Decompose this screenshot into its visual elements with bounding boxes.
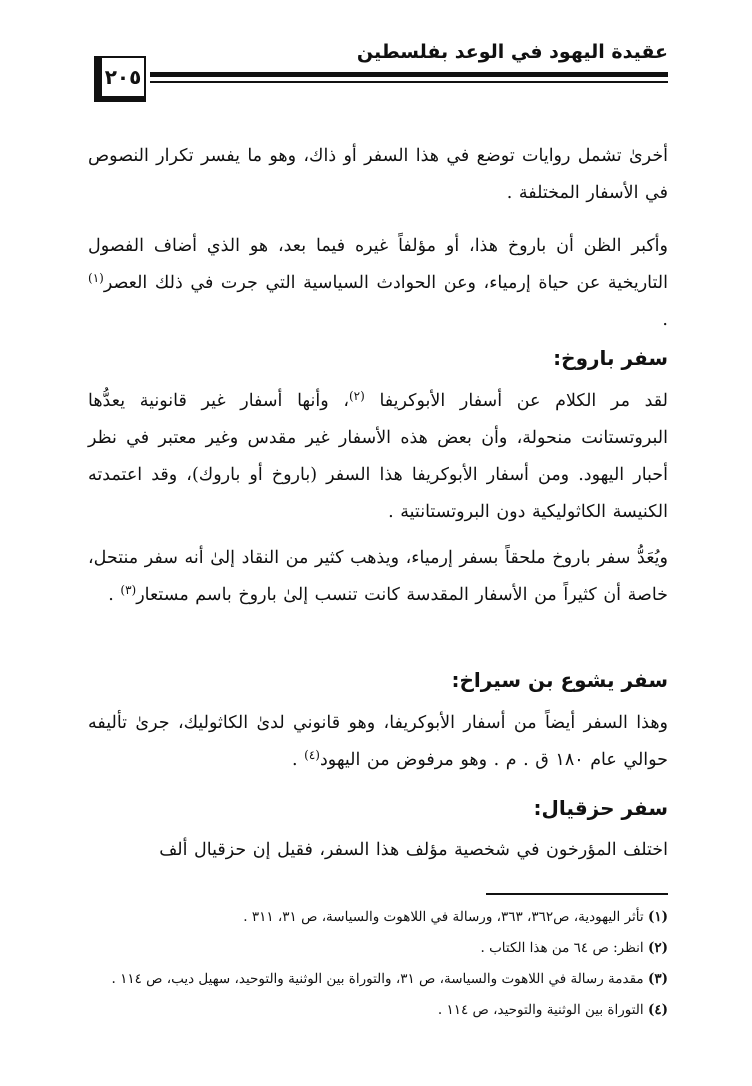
footnote-number: (٣)	[647, 971, 668, 987]
heading-baruch: سفر باروخ:	[553, 346, 668, 370]
footnote-4	[88, 997, 668, 1023]
footnote-number: (٢)	[647, 940, 668, 956]
page-number-box	[94, 56, 146, 102]
footnote-ref-3: (٣)	[120, 583, 137, 597]
footnote-text: تأثر اليهودية، ص٣٦٢، ٣٦٣، ورسالة في اللاهوت والسياسة، ص ٣١، ٣١١ .	[243, 909, 648, 925]
footnote-2	[88, 935, 668, 961]
footnote-number: (٤)	[647, 1002, 668, 1018]
footnote-ref-2: (٢)	[348, 389, 365, 403]
paragraph-4-text: ويُعَدُّ سفر باروخ ملحقاً بسفر إرمياء، ويذهب كثير من النقاد إلىٰ أنه سفر منتحل، خاصة أن كثيراً من الأسفار المقدسة كانت تنسب إلىٰ باروخ باسم مستعار	[88, 548, 668, 605]
footnote-text: انظر: ص ٦٤ من هذا الكتاب .	[480, 940, 648, 956]
paragraph-5	[88, 705, 668, 779]
paragraph-3	[88, 383, 668, 531]
paragraph-2-end: .	[662, 310, 668, 330]
running-title: عقيدة اليهود في الوعد بفلسطين	[356, 41, 668, 63]
footnote-3	[88, 966, 668, 992]
footnote-text: التوراة بين الوثنية والتوحيد، ص ١١٤ .	[437, 1002, 648, 1018]
footnote-1	[88, 904, 668, 930]
paragraph-6: اختلف المؤرخون في شخصية مؤلف هذا السفر، فقيل إن حزقيال ألف	[159, 840, 668, 860]
footnote-ref-4: (٤)	[304, 748, 320, 762]
paragraph-3-start: لقد مر الكلام عن أسفار الأبوكريفا	[364, 391, 668, 411]
paragraph-5-text: وهذا السفر أيضاً من أسفار الأبوكريفا، وهو قانوني لدىٰ الكاثوليك، جرىٰ تأليفه حوالي عام ١٨٠ ق . م . وهو مرفوض من اليهود	[88, 713, 668, 770]
paragraph-4-end: .	[108, 585, 121, 605]
paragraph-2-text: وأكبر الظن أن باروخ هذا، أو مؤلفاً غيره فيما بعد، هو الذي أضاف الفصول التاريخية عن حياة إرمياء، وعن الحوادث السياسية التي جرت في ذلك العصر	[88, 236, 668, 293]
paragraph-2	[88, 228, 668, 339]
footnote-number: (١)	[647, 909, 668, 925]
footnotes	[88, 904, 668, 1028]
paragraph-4	[88, 540, 668, 614]
paragraph-5-end: .	[292, 750, 305, 770]
footnote-text: مقدمة رسالة في اللاهوت والسياسة، ص ٣١، والتوراة بين الوثنية والتوحيد، سهيل ديب، ص ١١٤ .	[111, 971, 648, 987]
paragraph-1: أخرىٰ تشمل روايات توضع في هذا السفر أو ذاك، وهو ما يفسر تكرار النصوص في الأسفار المختلفة .	[88, 146, 668, 203]
header-rule-thick	[150, 72, 668, 77]
heading-ezekiel: سفر حزقيال:	[533, 796, 668, 820]
heading-sirach: سفر يشوع بن سيراخ:	[451, 668, 668, 692]
page-number: ٢٠٥	[104, 65, 142, 89]
footnote-separator	[486, 893, 668, 895]
paragraph-3-rest: ، وأنها أسفار غير قانونية يعدُّها البروتستانت منحولة، وأن بعض هذه الأسفار غير مقدس وغير معتبر في نظر أحبار اليهود. ومن أسفار الأبوكريفا هذا السفر (باروخ أو باروك)، وقد اعتمدته الكنيسة الكاثوليكية دون البروتستانتية .	[88, 391, 668, 522]
footnote-ref-1: (١)	[88, 271, 104, 285]
header-rule-thin	[150, 81, 668, 83]
